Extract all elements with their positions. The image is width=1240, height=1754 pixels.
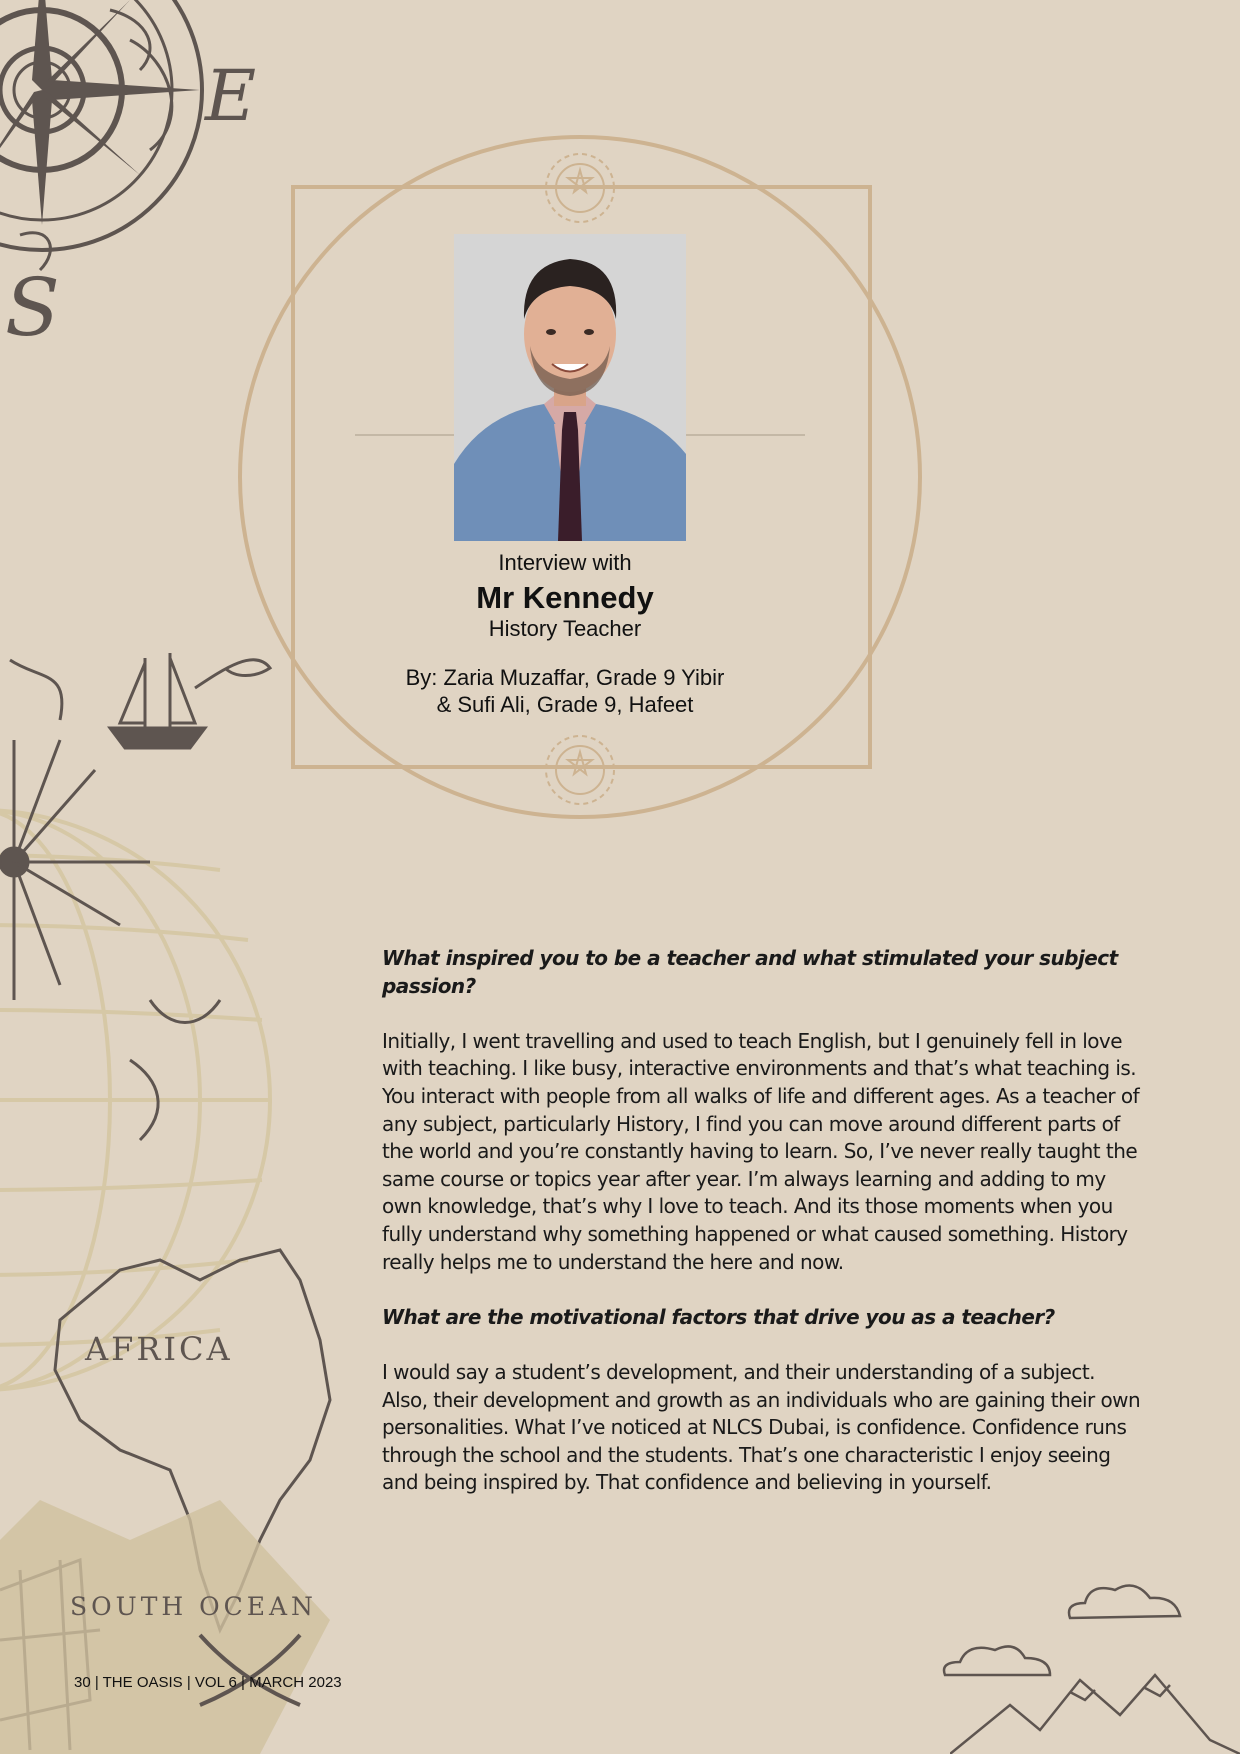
- question-2: What are the motivational factors that drive you as a teacher?: [382, 1304, 1055, 1329]
- mountains-icon: [950, 1670, 1240, 1754]
- interview-intro: Interview with: [498, 550, 632, 575]
- byline-line-1: By: Zaria Muzaffar, Grade 9 Yibir: [405, 665, 725, 690]
- crossed-swords-icon: [190, 1630, 310, 1710]
- interviewee-role: History Teacher: [488, 616, 642, 641]
- interview-article: [382, 945, 1142, 1524]
- compass-e-label: E: [205, 55, 257, 137]
- page-footer: 30 | THE OASIS | VOL 6 | MARCH 2023: [74, 1674, 342, 1691]
- cloud-icon: [1065, 1578, 1185, 1628]
- star-medallion-icon: [546, 736, 614, 804]
- answer-2: I would say a student’s development, and their understanding of a subject. Also, their development and growth as an individuals who are gaining their own personalities. What I’ve noticed at NLCS Dubai, is confidence. Confidence runs through the school and the students. That’s one characteristic I enjoy seeing and being inspired by. That confidence and believing in yourself.: [382, 1359, 1141, 1495]
- answer-1: Initially, I went travelling and used to teach English, but I genuinely fell in love with teaching. I like busy, interactive environments and that’s what teaching is. You interact with people from all walks of life and different ages. As a teacher of any subject, particularly History, I find you can move around different parts of the world and you’re constantly having to learn. So, I’ve never really taught the same course or topics year after year. I’m always learning and adding to my own knowledge, that’s why I love to teach. And its those moments when you fully understand why something happened or what caused something. History really helps me to understand the here and now.: [382, 1028, 1140, 1274]
- byline-line-2: & Sufi Ali, Grade 9, Hafeet: [436, 692, 694, 717]
- compass-s-label: S: [5, 261, 60, 350]
- interviewee-name: Mr Kennedy: [476, 580, 654, 615]
- africa-label: AFRICA: [85, 1330, 233, 1368]
- teacher-portrait-photo: [454, 234, 686, 541]
- ocean-label: SOUTH OCEAN: [70, 1592, 317, 1621]
- question-1: What inspired you to be a teacher and what stimulated your subject passion?: [382, 946, 1118, 998]
- star-medallion-icon: [546, 154, 614, 222]
